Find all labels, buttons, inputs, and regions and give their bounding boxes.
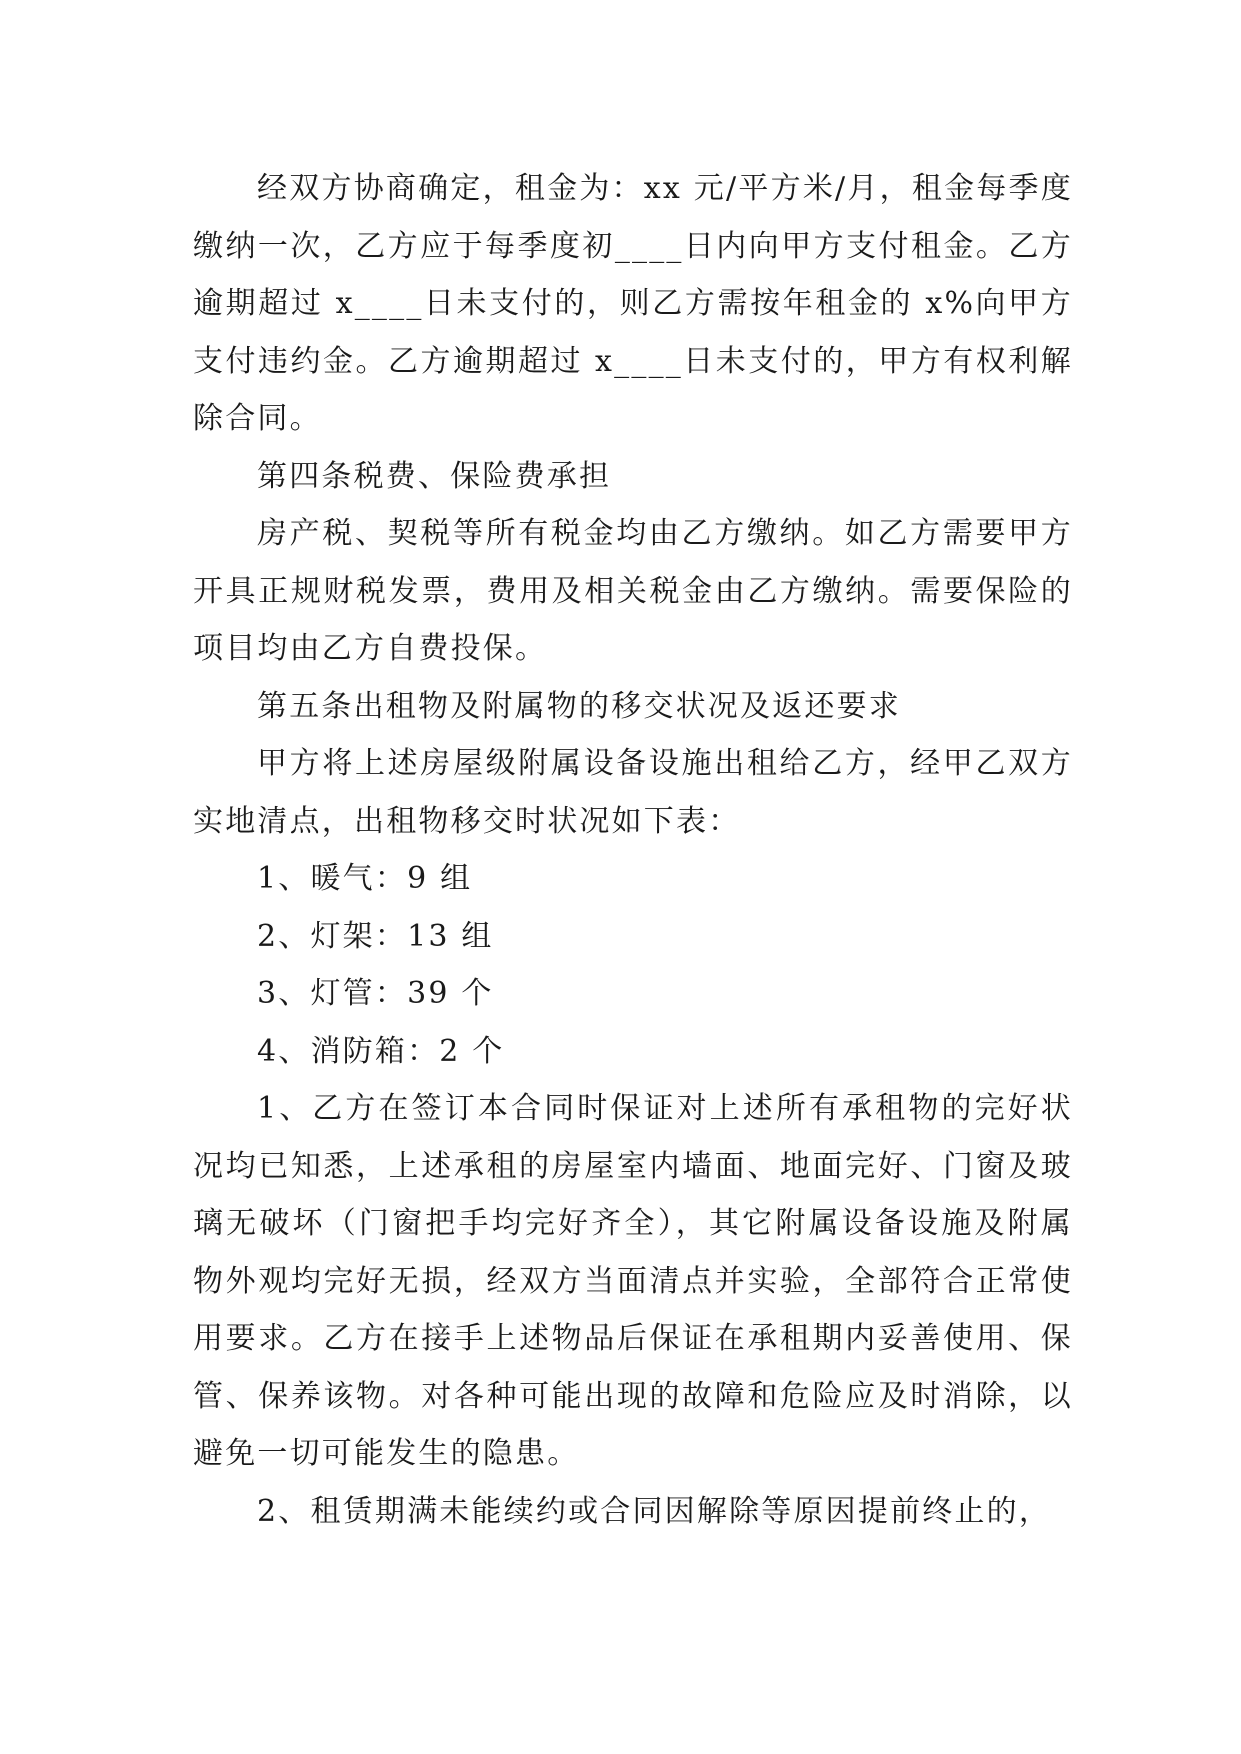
paragraph-clause-1: 1、乙方在签订本合同时保证对上述所有承租物的完好状况均已知悉，上述承租的房屋室内墙面、地面完好、门窗及玻璃无破坏（门窗把手均完好齐全），其它附属设备设施及附属物外观均完好无损，经双方当面清点并实验，全部符合正常使用要求。乙方在接手上述物品后保证在承租期内妥善使用、保管、保养该物。对各种可能出现的故障和危险应及时消除，以避免一切可能发生的隐患。 bbox=[193, 1091, 1073, 1471]
paragraph-handover: 甲方将上述房屋级附属设备设施出租给乙方，经甲乙双方实地清点，出租物移交时状况如下表： bbox=[193, 746, 1073, 839]
list-item-fire-boxes: 4、消防箱：2 个 bbox=[257, 1033, 505, 1069]
document-body bbox=[193, 160, 1073, 1540]
list-item-heating: 1、暖气：9 组 bbox=[257, 861, 473, 896]
paragraph-clause-2: 2、租赁期满未能续约或合同因解除等原因提前终止的， bbox=[257, 1493, 1052, 1529]
paragraph-rent-terms: 经双方协商确定，租金为：xx 元/平方米/月，租金每季度缴纳一次，乙方应于每季度初____日内向甲方支付租金。乙方逾期超过 x____日未支付的，则乙方需按年租金的 x%向甲方支付违约金。乙方逾期超过 x____日未支付的，甲方有权利解除合同。 bbox=[193, 171, 1073, 436]
heading-article-4: 第四条税费、保险费承担 bbox=[257, 458, 612, 494]
list-item-light-tubes: 3、灯管：39 个 bbox=[257, 976, 494, 1011]
paragraph-taxes: 房产税、契税等所有税金均由乙方缴纳。如乙方需要甲方开具正规财税发票，费用及相关税金由乙方缴纳。需要保险的项目均由乙方自费投保。 bbox=[193, 516, 1073, 666]
heading-article-5: 第五条出租物及附属物的移交状况及返还要求 bbox=[257, 688, 901, 724]
list-item-light-fixtures: 2、灯架：13 组 bbox=[257, 918, 494, 954]
